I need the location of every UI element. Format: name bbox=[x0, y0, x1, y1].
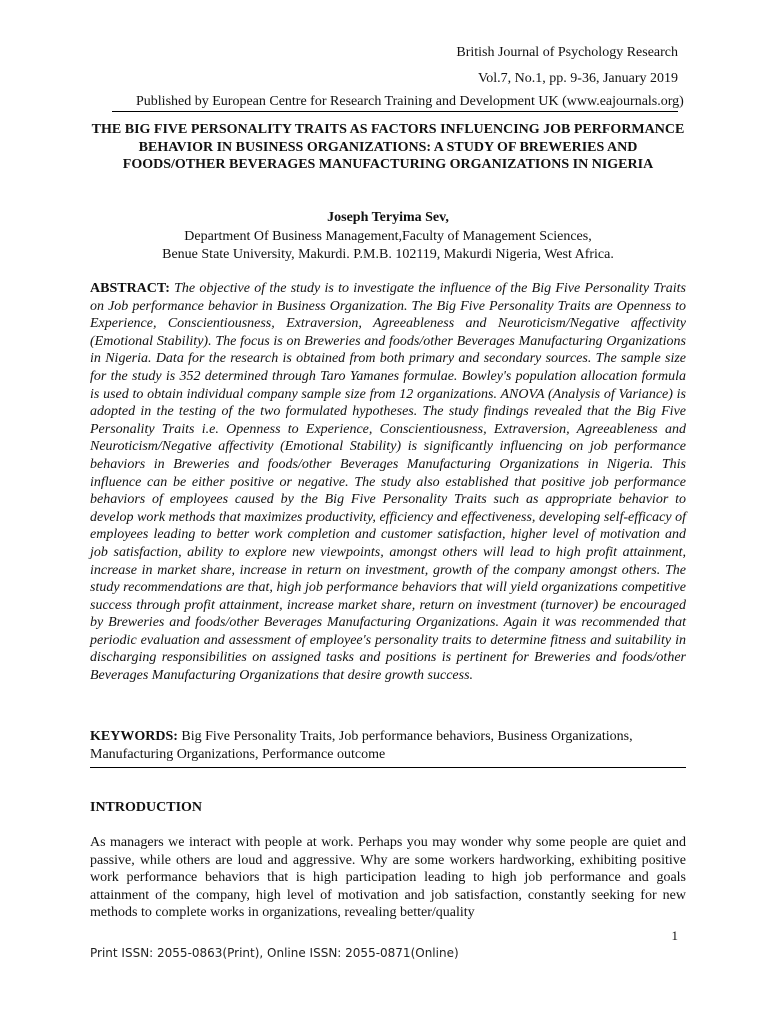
abstract-text: The objective of the study is to investigate the influence of the Big Five Personality Traits on Job performance behavior in Business Organization. The Big Five Personality Traits are Openness to Experience, Conscientiousness, Extraversion, Agreeableness and Neuroticism/Negative affectivity (Emotional Stability). The focus is on Breweries and foods/other Beverages Manufacturing Organizations in Nigeria. Data for the research is obtained from both primary and secondary sources. The sample size for the study is 352 determined through Taro Yamanes formulae. Bowley's population allocation formula is used to obtain individual company sample size from 12 organizations. ANOVA (Analysis of Variance) is adopted in the testing of the two formulated hypotheses. The study findings revealed that the Big Five Personality Traits i.e. Openness to Experience, Conscientiousness, Extraversion, Agreeableness and Neuroticism/Negative affectivity (Emotional Stability) is significantly influencing on job performance behaviors in Breweries and foods/other Beverages Manufacturing Organizations in Nigeria. This influence can be either positive or negative. The study also established that positive job performance behaviors of employees caused by the Big Five Personality Traits such as appropriate behavior to develop work methods that maximizes productivity, efficiency and effectiveness, developing self-efficacy of employees leading to better work completion and customer satisfaction, higher level of motivation and job satisfaction, ability to explore new viewpoints, amongst others will lead to high profit attainment, increase in market share, increase in return on investment, growth of the company amongst others. The study recommendations are that, high job performance behaviors that will yield organizations competitive success through profit attainment, increase market share, return on investment (turnover) be encouraged by Breweries and foods/other Beverages Manufacturing Organizations. Again it was recommended that periodic evaluation and assessment of employee's personality traits to determine fitness and suitability in discharging responsibilities on assigned tasks and positions is pertinent for Breweries and foods/other Beverages Manufacturing Organizations that desire growth success. bbox=[90, 281, 686, 684]
journal-name: British Journal of Psychology Research bbox=[456, 45, 678, 60]
keywords-label: KEYWORDS: bbox=[90, 729, 178, 744]
author-address: Benue State University, Makurdi. P.M.B. 102119, Makurdi Nigeria, West Africa. bbox=[162, 247, 614, 262]
issn-footer: Print ISSN: 2055-0863(Print), Online ISSN: 2055-0871(Online) bbox=[90, 946, 459, 960]
author-name: Joseph Teryima Sev, bbox=[327, 210, 449, 225]
page-number: 1 bbox=[671, 928, 678, 943]
abstract bbox=[90, 280, 686, 685]
journal-volume: Vol.7, No.1, pp. 9-36, January 2019 bbox=[477, 71, 678, 86]
introduction-text: As managers we interact with people at work. Perhaps you may wonder why some people are quiet and passive, while others are loud and aggressive. Why are some workers hardworking, exhibiting positive work performance behaviors that is high participation leading to high job performance and goals attainment of the company, high level of motivation and job satisfaction, constantly seeking for new methods to complete works in organizations, revealing better/quality bbox=[90, 835, 686, 921]
paper-title: THE BIG FIVE PERSONALITY TRAITS AS FACTORS INFLUENCING JOB PERFORMANCE BEHAVIOR IN BUSINESS ORGANIZATIONS: A STUDY OF BREWERIES AND FOODS/OTHER BEVERAGES MANUFACTURING ORGANIZATIONS IN NIGERIA bbox=[91, 122, 685, 172]
keywords bbox=[90, 728, 686, 768]
author-department: Department Of Business Management,Faculty of Management Sciences, bbox=[184, 229, 592, 244]
introduction-heading: INTRODUCTION bbox=[90, 800, 203, 815]
keywords-text: Big Five Personality Traits, Job performance behaviors, Business Organizations, Manufacturing Organizations, Performance outcome bbox=[90, 729, 633, 762]
author-affiliation bbox=[90, 228, 686, 264]
abstract-label: ABSTRACT: bbox=[90, 281, 170, 296]
publisher-line: Published by European Centre for Research Training and Development UK (www.eajournals.org) bbox=[112, 93, 678, 112]
